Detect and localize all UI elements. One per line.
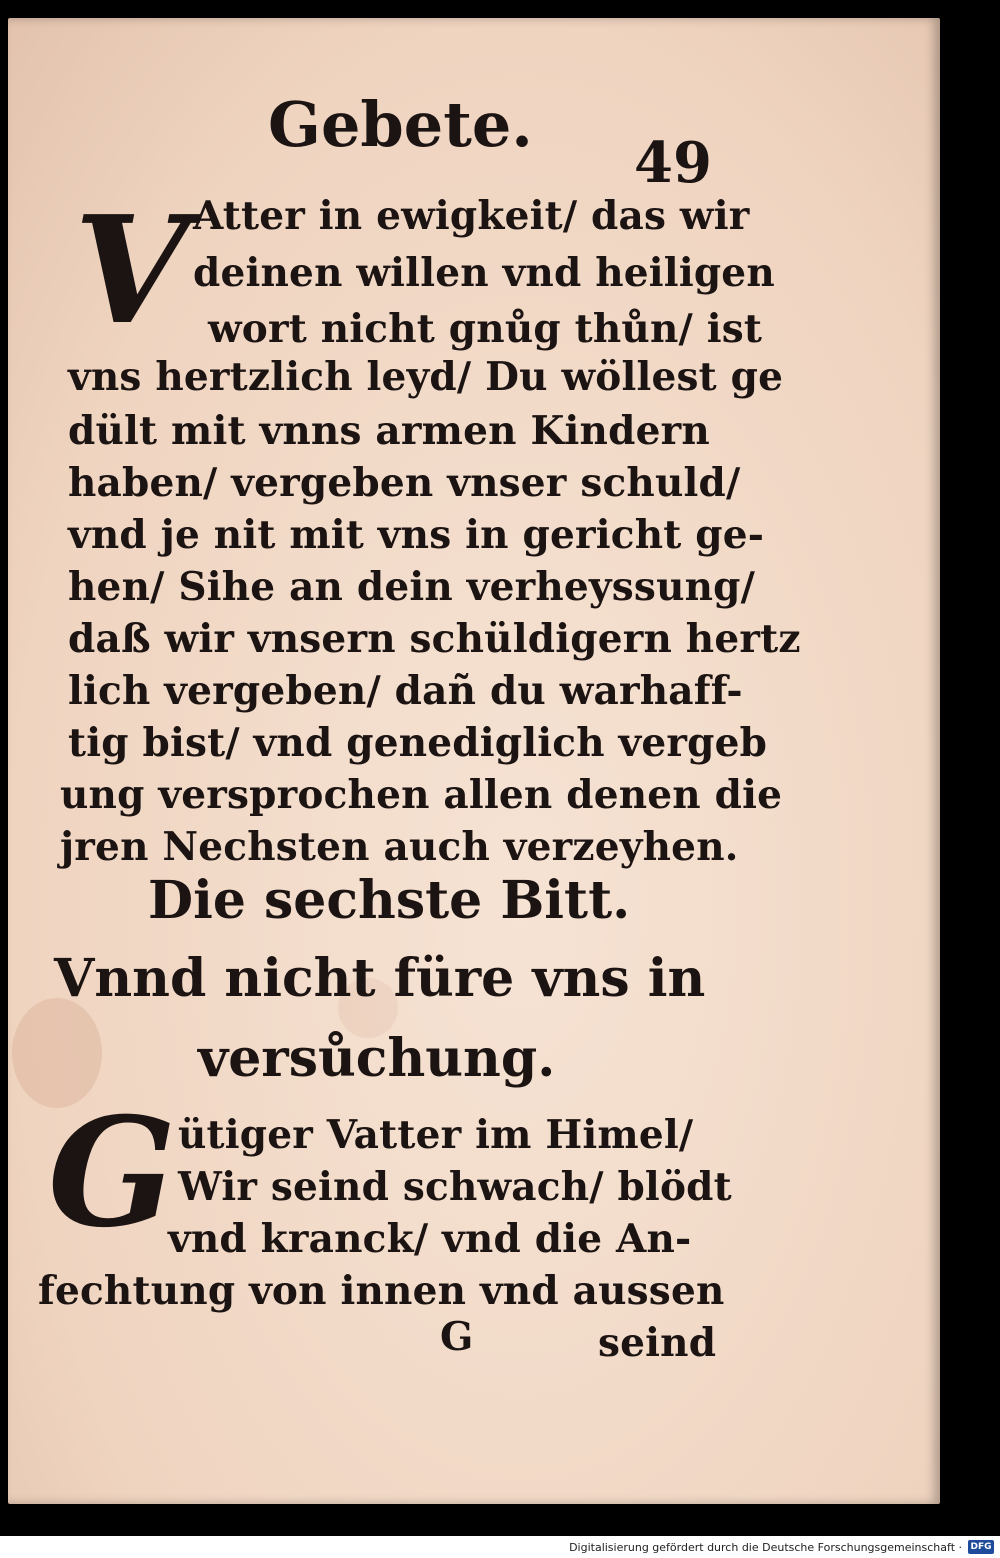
text-line: jren Nechsten auch verzeyhen. (60, 824, 739, 870)
page-number: 49 (634, 130, 712, 196)
signature-mark: G (440, 1314, 474, 1360)
text-line: ütiger Vatter im Himel/ (178, 1112, 694, 1158)
text-line: Wir seind schwach/ blödt (178, 1164, 732, 1210)
book-page (8, 18, 940, 1504)
catchword: seind (598, 1320, 717, 1366)
text-line: haben/ vergeben vnser schuld/ (68, 460, 741, 506)
text-line: ung versprochen allen denen die (60, 772, 783, 818)
section-subheading: versůchung. (198, 1028, 556, 1089)
footer-bar (0, 1536, 1000, 1558)
text-line: lich vergeben/ dañ du warhaff- (68, 668, 743, 714)
text-line: fechtung von innen vnd aussen (38, 1268, 725, 1314)
text-line: tig bist/ vnd genediglich vergeb (68, 720, 768, 766)
text-line: Atter in ewigkeit/ das wir (193, 193, 750, 239)
text-line: daß wir vnsern schüldigern hertz (68, 616, 801, 662)
section-subheading: Vnnd nicht füre vns in (54, 948, 706, 1009)
dfg-logo-icon: DFG (968, 1540, 994, 1554)
text-line: vnd je nit mit vns in gericht ge- (68, 512, 765, 558)
text-line: vns hertzlich leyd/ Du wöllest ge (68, 354, 784, 400)
running-head-title: Gebete. (268, 88, 533, 161)
section-heading: Die sechste Bitt. (148, 870, 631, 931)
funding-credit: Digitalisierung gefördert durch die Deutsche Forschungsgemeinschaft · (569, 1541, 962, 1554)
text-line: dült mit vnns armen Kindern (68, 408, 710, 454)
text-line: vnd kranck/ vnd die An- (168, 1216, 692, 1262)
text-line: wort nicht gnůg thůn/ ist (208, 306, 763, 352)
decorated-initial: G (48, 1085, 177, 1261)
decorated-initial: V (74, 183, 189, 357)
text-line: deinen willen vnd heiligen (193, 250, 775, 296)
text-line: hen/ Sihe an dein verheyssung/ (68, 564, 756, 610)
